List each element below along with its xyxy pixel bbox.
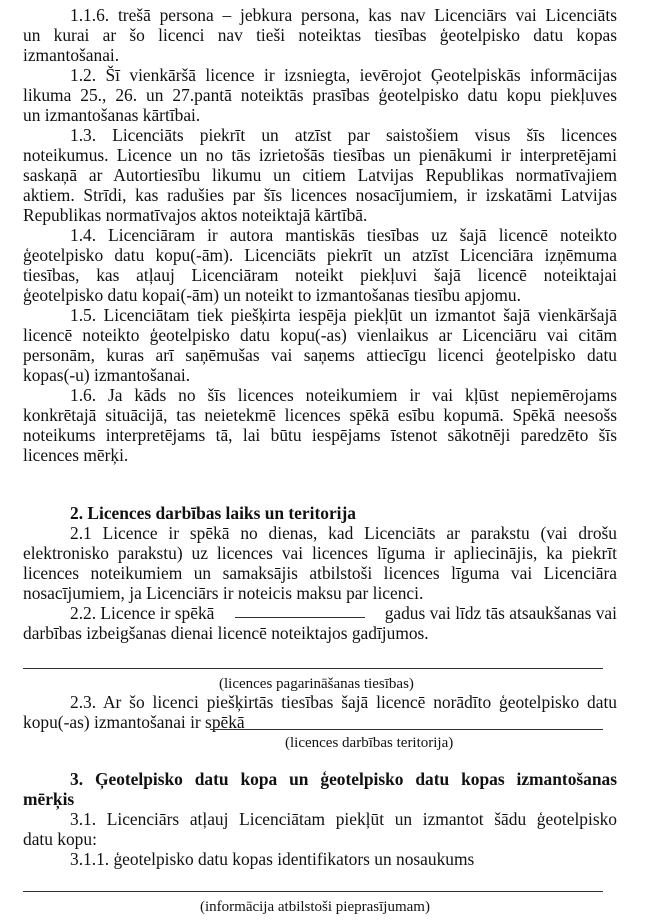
section-3-heading: 3. Ģeotelpisko datu kopa un ģeotelpisko datu kopas izmantošanas bbox=[70, 769, 617, 789]
text-line: saskaņā ar Autortiesību likumu un citiem Latvijas Republikas normatīvajiem bbox=[23, 165, 617, 185]
clause-2-3 bbox=[23, 692, 617, 732]
text-line: 1.3. Licenciāts piekrīt un atzīst par saistošiem visus šīs licences bbox=[70, 125, 617, 145]
clause-2-1 bbox=[23, 523, 617, 603]
clause-1-6 bbox=[23, 385, 617, 465]
extension-rights-caption: (licences pagarināšanas tiesības) bbox=[219, 676, 414, 692]
clause-3-1-1 bbox=[23, 849, 617, 869]
text-line: 3.1. Licenciārs atļauj Licenciātam piekļūt un izmantot šādu ģeotelpisko bbox=[70, 809, 617, 829]
text-line: 1.2. Šī vienkāršā licence ir izsniegta, ievērojot Ģeotelpiskās informācijas bbox=[70, 65, 617, 85]
text-line: elektronisko parakstu) uz licences vai licences līguma ir apliecinājis, ka piekrīt bbox=[23, 543, 617, 563]
clause-2-3-line: 2.3. Ar šo licenci piešķirtās tiesības šajā licencē norādīto ģeotelpisko datu bbox=[70, 692, 617, 712]
clause-3-1 bbox=[23, 809, 617, 849]
extension-rights-field[interactable] bbox=[23, 668, 603, 669]
text-line: izmantošanai. bbox=[23, 45, 120, 65]
text-line: aktiem. Strīdi, kas radušies par šīs licences nosacījumiem, ir izskatāmi Latvijas bbox=[23, 185, 617, 205]
territory-field[interactable] bbox=[210, 729, 603, 730]
clause-1-3 bbox=[23, 125, 617, 225]
section-3 bbox=[23, 769, 617, 869]
text-line: likuma 25., 26. un 27.pantā noteiktās prasības ģeotelpisko datu kopu piekļuves bbox=[23, 85, 617, 105]
section-2-heading: 2. Licences darbības laiks un teritorija bbox=[70, 503, 356, 523]
clause-1-5 bbox=[23, 305, 617, 385]
text-line: kopas(-u) izmantošanai. bbox=[23, 365, 191, 385]
text-line: licences mērķi. bbox=[23, 445, 129, 465]
text-line: noteikums interpretējams tā, lai būtu iespējams īstenot sākotnēji paredzēto šīs bbox=[23, 425, 617, 445]
text-line: un kurai ar šo licenci nav tieši noteiktas tiesības ģeotelpisko datu kopas bbox=[23, 25, 617, 45]
dataset-info-caption: (informācija atbilstoši pieprasījumam) bbox=[200, 899, 430, 915]
text-line: licences noteikumiem un samaksājis atbilstoši licences līguma vai Licenciāra bbox=[23, 563, 617, 583]
text-line: personām, kuras arī saņēmušas vai saņems attiecīgu licenci ģeotelpisko datu bbox=[23, 345, 617, 365]
text-line: 1.4. Licenciāram ir autora mantiskās tiesības uz šajā licencē noteikto bbox=[70, 225, 617, 245]
text-line: 1.6. Ja kāds no šīs licences noteikumiem ir vai kļūst nepiemērojams bbox=[70, 385, 617, 405]
text-line: 3.1.1. ģeotelpisko datu kopas identifikators un nosaukums bbox=[70, 849, 475, 869]
territory-caption: (licences darbības teritorija) bbox=[285, 735, 454, 751]
text-line: datu kopu: bbox=[23, 829, 97, 849]
clause-2-3-line: kopu(-as) izmantošanai ir spēkā bbox=[23, 712, 245, 732]
text-line: 1.5. Licenciātam tiek piešķirta iespēja piekļūt un izmantot šajā vienkāršajā bbox=[70, 305, 617, 325]
text-line: Republikas normatīvajos aktos noteiktajā kārtībā. bbox=[23, 205, 368, 225]
section-3-heading: mērķis bbox=[23, 789, 75, 809]
text-line: ģeotelpisko datu kopai(-ām) un noteikt to izmantošanas tiesību apjomu. bbox=[23, 285, 521, 305]
text-line: ģeotelpisko datu kopu(-ām). Licenciāts piekrīt un atzīst Licenciāra izņēmuma bbox=[23, 245, 617, 265]
text-line: un izmantošanas kārtībai. bbox=[23, 105, 201, 125]
text-line: nosacījumiem, ja Licenciārs ir noteicis maksu par licenci. bbox=[23, 583, 424, 603]
section-1-clauses bbox=[23, 5, 617, 465]
text-line: konkrētajā situācijā, tas neietekmē licences spēkā esību kopumā. Spēkā neesošs bbox=[23, 405, 617, 425]
years-blank-field[interactable] bbox=[235, 603, 365, 618]
clause-2-2-line: 2.2. Licence ir spēkā gadus vai līdz tās atsaukšanas vai bbox=[70, 603, 617, 623]
clause-2-2-line: darbības izbeigšanas dienai licencē noteiktajos gadījumos. bbox=[23, 623, 429, 643]
dataset-info-field[interactable] bbox=[23, 891, 603, 892]
clause-1-2 bbox=[23, 65, 617, 125]
clause-1-1-6 bbox=[23, 5, 617, 65]
section-2 bbox=[23, 503, 617, 643]
text-line: licencē noteikto ģeotelpisko datu kopu(-as) vienlaikus ar Licenciāru vai citām bbox=[23, 325, 617, 345]
text-line: 1.1.6. trešā persona – jebkura persona, kas nav Licenciārs vai Licenciāts bbox=[70, 5, 617, 25]
text-line: noteikumus. Licence un no tās izrietošās tiesības un pienākumi ir interpretējami bbox=[23, 145, 617, 165]
text-line: tiesības, kas atļauj Licenciāram noteikt piekļuvi šajā licencē noteiktajai bbox=[23, 265, 617, 285]
clause-1-4 bbox=[23, 225, 617, 305]
text-line: 2.1 Licence ir spēkā no dienas, kad Licenciāts ar parakstu (vai drošu bbox=[70, 523, 617, 543]
